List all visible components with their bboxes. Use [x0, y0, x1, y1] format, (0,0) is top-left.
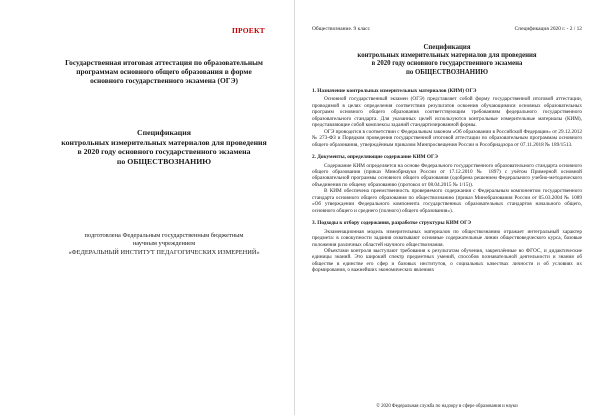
- prepared-by-line: «ФЕДЕРАЛЬНЫЙ ИНСТИТУТ ПЕДАГОГИЧЕСКИХ ИЗМЕРЕНИЙ»: [68, 248, 260, 256]
- prepared-by-line: подготовлена Федеральным государственным бюджетным: [84, 232, 244, 239]
- exam-title: [42, 58, 286, 85]
- spec-title-line: по ОБЩЕСТВОЗНАНИЮ: [116, 156, 212, 166]
- running-header: [312, 26, 582, 32]
- project-stamp: ПРОЕКТ: [232, 26, 265, 35]
- exam-title-line: основного государственного экзамена (ОГЭ): [90, 76, 238, 85]
- section-paragraph: Объектами контроля выступают требования к результатам обучения, закреплённые во ФГОС, и дидактические единицы знаний. Это широкий спектр предметных умений, способов познавательной деятельности и знания об обществе в единстве его сфер и базовых институтов, о социальных качествах личности и об условиях их формирования, о важнейших экономических явлениях: [312, 247, 582, 274]
- exam-title-line: программам основного общего образования в форме: [76, 67, 252, 76]
- spec-title-line: контрольных измерительных материалов для проведения: [61, 137, 267, 147]
- prepared-by-line: научным учреждением: [132, 240, 196, 248]
- header-subject: Обществознание. 9 класс: [312, 26, 371, 32]
- page-divider: [294, 0, 295, 415]
- spec-body: [312, 86, 582, 274]
- section-paragraph: Содержание КИМ определяется на основе Федерального государственного образовательного стандарта основного общего образования (приказ Минобрнауки России от 17.12.2010 № 1897) с учётом Примерной основной образовательной программы основного общего образования (одобрена решением Федерального учебно-методического объединения по общему образованию (протокол от 08.04.2015 № 1/15)).: [312, 162, 582, 188]
- prepared-by: [42, 232, 286, 257]
- spec-title-left: [42, 128, 286, 166]
- spec-title-line: по ОБЩЕСТВОЗНАНИЮ: [405, 68, 489, 76]
- spec-title-right: [312, 44, 582, 77]
- section-heading: 3. Подходы к отбору содержания, разработке структуры КИМ ОГЭ: [312, 220, 472, 227]
- spec-title-line: контрольных измерительных материалов для проведения: [357, 52, 537, 60]
- section-paragraph: В КИМ обеспечена преемственность проверяемого содержания с Федеральным компонентом государственного стандарта основного общего образования по обществознанию (приказ Минобразования России от 05.03.2004 № 1089 «Об утверждении Федерального компонента государственных образовательных стандартов начального общего, основного общего и среднего (полного) общего образования»).: [312, 188, 582, 214]
- section-paragraph: Экзаменационная модель измерительных материалов по обществознанию отражает интегральный характер предмета: в совокупности задания охватывают основные содержательные линии обществоведческого курса, базовые положения различных областей научного обществознания.: [312, 228, 582, 248]
- spec-title-line: Спецификация: [423, 44, 471, 51]
- copyright-footer: © 2020 Федеральная служба по надзору в сфере образования и науки: [376, 404, 518, 409]
- header-page-number: Спецификация 2020 г. - 2 / 12: [514, 26, 582, 32]
- section-paragraph: Основной государственный экзамен (ОГЭ) представляет собой форму государственной итоговой аттестации, проводимой в целях определения соответствия результатов освоения обучающимися основных образовательных программ основного общего образования соответствующим требованиям федерального государственного образовательного стандарта. Для указанных целей используются контрольные измерительные материалы (КИМ), представляющие собой комплексы заданий стандартизированной формы.: [312, 96, 582, 129]
- spec-title-line: в 2020 году основного государственного экзамена: [77, 147, 251, 157]
- exam-title-line: Государственная итоговая аттестация по образовательным: [65, 58, 263, 67]
- section-paragraph: ОГЭ проводится в соответствии с Федеральным законом «Об образовании в Российской Федерации» от 29.12.2012 № 273-ФЗ и Порядком проведения государственной итоговой аттестации по образовательным программам основного общего образования, утверждённым приказом Минпросвещения России и Рособрнадзора от 07.11.2018 № 189/1513.: [312, 128, 582, 148]
- section-heading: 1. Назначение контрольных измерительных материалов (КИМ) ОГЭ: [312, 88, 477, 94]
- spec-title-line: в 2020 году основного государственного экзамена: [371, 60, 523, 68]
- section-heading: 2. Документы, определяющие содержание КИМ ОГЭ: [312, 154, 438, 161]
- spec-title-line: Спецификация: [137, 128, 191, 137]
